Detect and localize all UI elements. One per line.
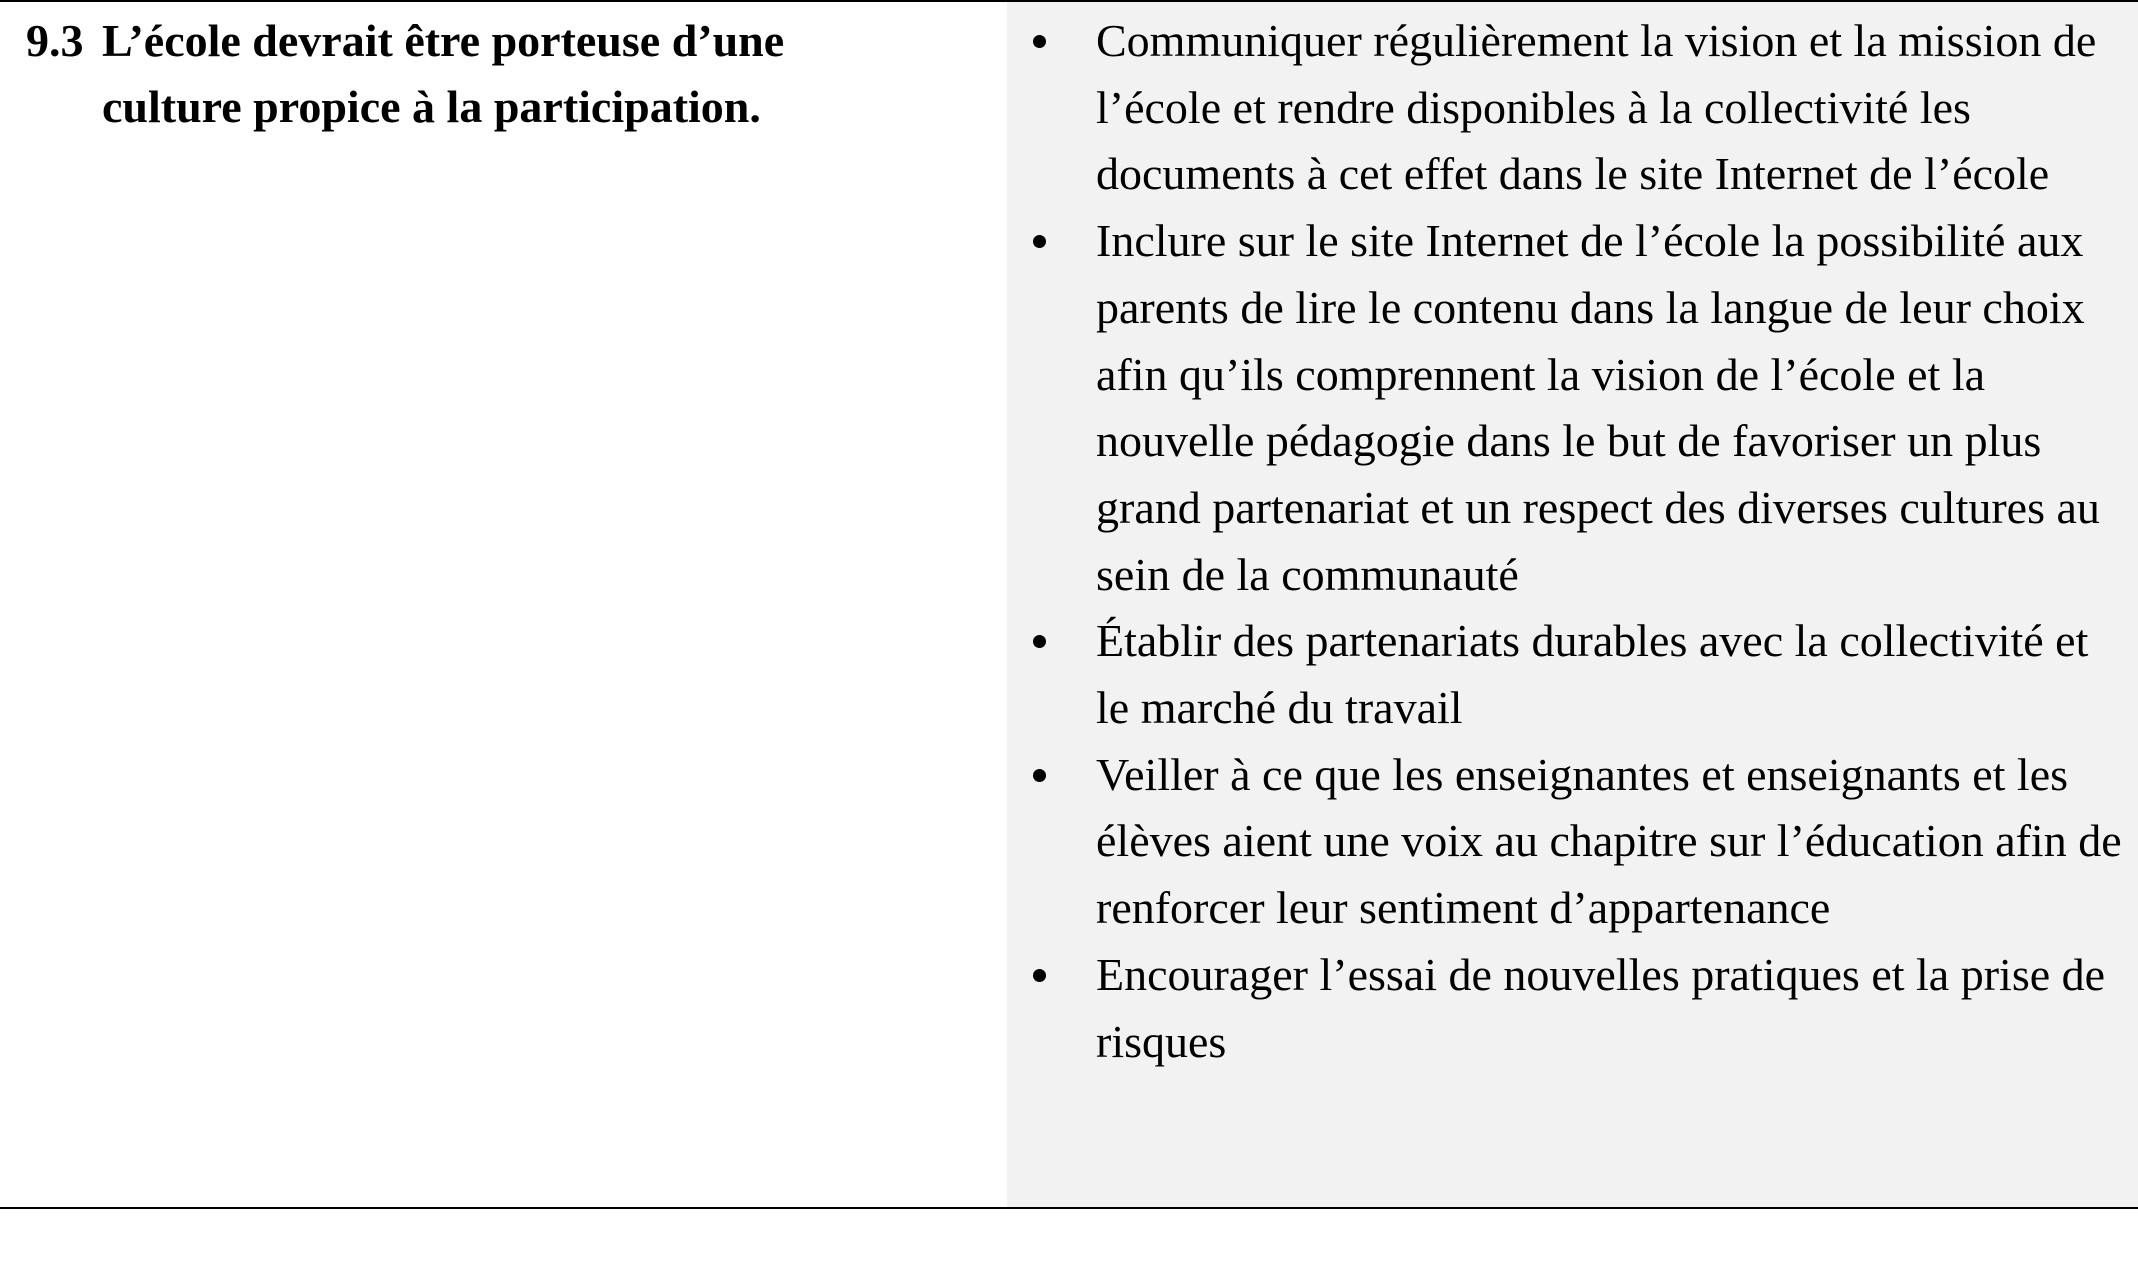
- action-text: Inclure sur le site Internet de l’école la possibilité aux parents de lire le contenu dans la langue de leur choix afin qu’ils comprennent la vision de l’école et la nouvelle pédagogie dans le but de favoriser un plus grand partenariat et un respect des diverses cultures au sein de la communauté: [1096, 215, 2100, 600]
- action-item: [1007, 742, 2138, 942]
- action-item: [1007, 942, 2138, 1075]
- actions-list: [1007, 8, 2138, 1075]
- action-text: Établir des partenariats durables avec la collectivité et le marché du travail: [1096, 615, 2089, 734]
- bullet-icon: [1033, 35, 1046, 48]
- recommendation-heading: [0, 8, 862, 140]
- bullet-icon: [1033, 769, 1046, 782]
- action-item: [1007, 8, 2138, 208]
- actions-cell: [1007, 2, 2138, 1207]
- action-item: [1007, 208, 2138, 608]
- bullet-icon: [1033, 235, 1046, 248]
- recommendation-heading-cell: [0, 2, 1007, 1207]
- action-text: Veiller à ce que les enseignantes et enseignants et les élèves aient une voix au chapitre sur l’éducation afin de renforcer leur sentiment d’appartenance: [1096, 748, 2122, 934]
- action-text: Communiquer régulièrement la vision et la mission de l’école et rendre disponibles à la collectivité les documents à cet effet dans le site Internet de l’école: [1096, 15, 2097, 200]
- action-text: Encourager l’essai de nouvelles pratiques et la prise de risques: [1096, 948, 2106, 1067]
- bullet-icon: [1033, 969, 1046, 982]
- section-title: L’école devrait être porteuse d’une culture propice à la participation.: [102, 15, 785, 132]
- action-item: [1007, 608, 2138, 741]
- section-number: 9.3: [26, 15, 84, 66]
- bullet-icon: [1033, 635, 1046, 648]
